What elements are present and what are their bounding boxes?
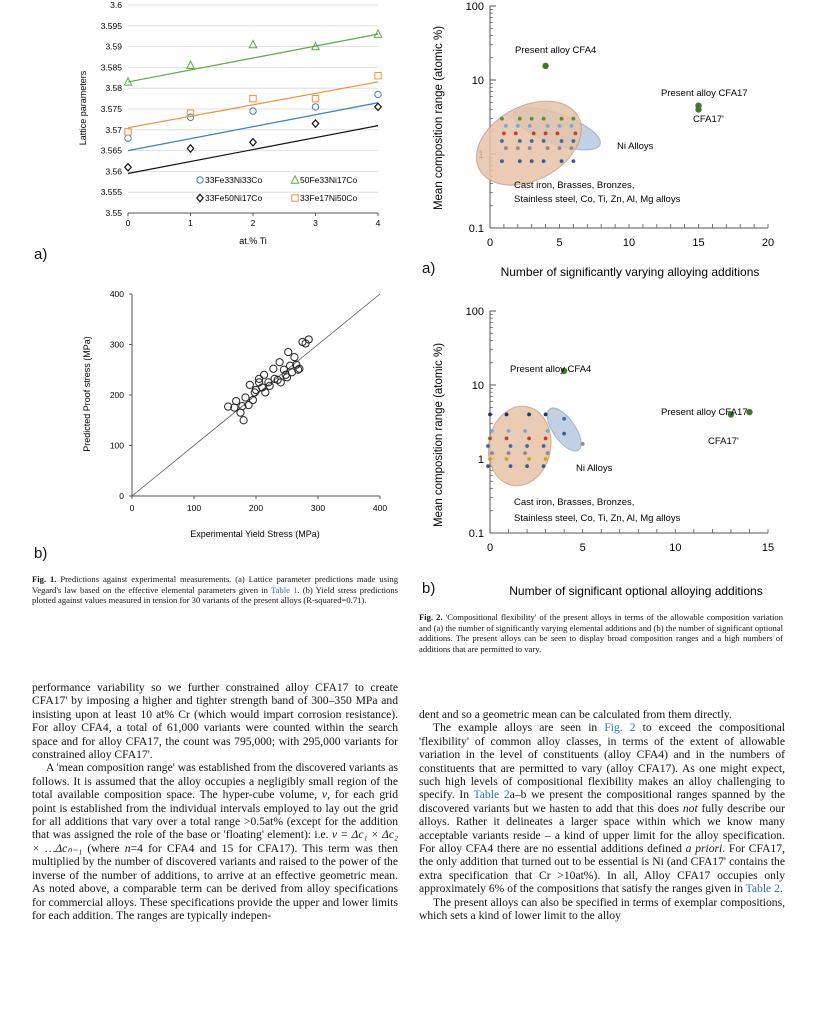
fig2a-ni-label: Ni Alloys — [617, 141, 654, 152]
right-paragraph-1: dent and so a geometric mean can be calculated from them directly. — [419, 708, 732, 721]
fig1a-point-33Fe50Ni17Co — [375, 103, 381, 110]
fig1-caption-text2: . (b) Yield stress predictions plotted against values measured in tension for 30 variants of the present alloys (R-squared=0.71). — [32, 584, 398, 606]
fig1a-panel-label: a) — [34, 246, 48, 263]
fig1b-point — [246, 381, 253, 388]
fig1-caption-lead: Fig. 1. — [32, 574, 57, 584]
fig1b-ytick-label: 300 — [109, 339, 124, 350]
fig1-caption-text1: Predictions against experimental measurements. (a) Lattice parameter predictions made using Vegard's law based on the effective elemental parameters given in — [32, 574, 398, 595]
fig2a-commercial-alloy-point — [570, 146, 574, 150]
fig1b-point — [240, 417, 247, 424]
fig1b-point — [260, 371, 267, 378]
fig2a-commercial-alloy-point — [502, 131, 506, 135]
fig1b-xtick-label: 300 — [310, 503, 326, 513]
fig2a-stainless-label: Stainless steel, Co, Ti, Zn, Al, Mg alloys — [514, 194, 681, 205]
fig1b-ytick-label: 0 — [119, 491, 124, 501]
left-paragraph-1: performance variability so we further constrained alloy CFA17 to create CFA17' by imposing a higher and tighter strength band of 300–350 MPa and insisting upon at least 10 at% Cr (which would impart corrosion resistance). For alloy CFA4, a total of 61,000 variants were counted within the search space and for alloy CFA17, the count was 795,000; with 295,000 variants for constrained alloy CFA17'. — [32, 681, 398, 762]
fig2a-commercial-alloy-point — [556, 131, 560, 135]
fig1b-ylabel: Predicted Proof stress (MPa) — [82, 336, 92, 452]
fig2a-commercial-alloy-point — [572, 117, 576, 121]
table2-link[interactable]: Table 2 — [473, 788, 510, 802]
fig2a-commercial-alloy-point — [542, 159, 546, 163]
fig2b-commercial-alloy-point — [546, 429, 550, 433]
fig2a-commercial-alloy-point — [574, 131, 578, 135]
fig2a-commercial-alloy-point — [530, 159, 534, 163]
fig1a-point-33Fe50Ni17Co — [125, 164, 131, 171]
fig2b-ytick-label: 1 — [477, 454, 484, 466]
fig2a-commercial-alloy-point — [546, 146, 550, 150]
fig2a-commercial-alloy-point — [500, 139, 504, 143]
fig2b-commercial-alloy-point — [505, 436, 509, 440]
left-paragraph-2: A 'mean composition range' was established from the discovered variants as follows. It is assumed that the alloy occupies a negligibly small region of the total available composition space. The hyper-cube volume, v, for each grid point is established from the individual intervals employed to lay out the grid for all additions that vary over a total range >0.5at% (except for the addition that was assigned the role of the base or 'floating' element): i.e. v = Δc₁ × Δc₂ × …Δcₙ₋₁ (where n=4 for CFA4 and 15 for CFA17). This term was then multiplied by the number of discovered variants and raised to the power of the inverse of the number of additions, to arrive at an effective geometric mean. As noted above, a comparable term can be derived from alloy specifications for commercial alloys. These specifications provide the upper and lower limits for each addition. The ranges are typically indepen- — [32, 761, 398, 922]
fig1b-xlabel: Experimental Yield Stress (MPa) — [190, 529, 320, 539]
fig1a-ytick-label: 3.55 — [105, 208, 122, 218]
fig1b-xtick-label: 200 — [248, 503, 264, 513]
fig2a-xlabel: Number of significantly varying alloying additions — [500, 265, 760, 279]
fig2b-commercial-alloy-point — [527, 436, 531, 440]
fig1b-point — [270, 365, 277, 372]
fig2a-commercial-alloy-point — [518, 139, 522, 143]
fig2b-commercial-alloy-point — [509, 444, 513, 448]
fig1a-xtick-label: 1 — [188, 218, 193, 228]
fig2a-xtick-label: 15 — [692, 237, 705, 249]
fig1a-ytick-label: 3.59 — [105, 41, 122, 52]
fig2a-xtick-label: 20 — [761, 237, 775, 249]
fig1a-ytick-label: 3.56 — [105, 166, 122, 177]
fig1a-ytick-label: 3.555 — [100, 187, 122, 198]
fig1b-panel-label: b) — [34, 545, 48, 562]
table2-link-2[interactable]: Table 2 — [745, 882, 780, 896]
fig2b-panel-label: b) — [422, 580, 436, 597]
fig1a-ytick-label: 3.595 — [100, 20, 122, 31]
fig1b-ytick-label: 400 — [109, 289, 124, 299]
fig2b-commercial-alloy-point — [581, 442, 585, 446]
fig2a-castiron-label: Cast iron, Brasses, Bronzes, — [514, 180, 635, 191]
fig2b-commercial-alloy-point — [486, 444, 490, 448]
fig2b-ytick-label: 0.1 — [468, 528, 484, 540]
fig1a-ylabel: Lattice parameters — [78, 70, 88, 146]
fig2b-commercial-alloy-point — [488, 413, 492, 417]
fig2b-xtick-label: 15 — [761, 542, 775, 554]
fig1a-chart — [60, 0, 400, 250]
fig1a-point-33Fe50Ni17Co — [250, 139, 256, 146]
fig2b-commercial-alloy-point — [542, 464, 546, 468]
fig2b-commercial-alloy-point — [505, 413, 509, 417]
fig2a-commercial-alloy-point — [542, 139, 546, 143]
fig1a-point-33Fe33Ni33Co — [125, 135, 131, 141]
fig2a-commercial-alloy-point — [532, 131, 536, 135]
fig1b-xtick-label: 0 — [129, 503, 135, 513]
fig2a-commercial-alloy-point — [514, 131, 518, 135]
fig2b-commercial-alloy-point — [527, 413, 531, 417]
fig1a-trendline-33Fe17Ni50Co — [128, 82, 378, 128]
fig1b-point — [276, 359, 283, 366]
fig2b-commercial-alloy-point — [527, 457, 531, 461]
legend-33Fe50Ni17Co: 33Fe50Ni17Co — [205, 193, 263, 203]
fig2a-commercial-alloy-point — [500, 159, 504, 163]
fig2b-commercial-alloy-point — [546, 451, 550, 455]
fig2b-xtick-label: 5 — [579, 542, 586, 554]
fig2a-point-CFA17' — [695, 106, 701, 112]
fig2a-cfa17-label: Present alloy CFA17 — [661, 88, 748, 99]
fig2a-xtick-label: 0 — [486, 237, 494, 249]
fig1a-point-33Fe17Ni50Co — [250, 95, 256, 101]
fig2a-commercial-alloy-point — [528, 124, 532, 128]
fig2b-commercial-alloy-point — [490, 429, 494, 433]
right-paragraph-3: The present alloys can also be specified in terms of exemplar compositions, which sets a kind of lower limit to the alloy — [419, 895, 785, 923]
fig2a-commercial-alloy-point — [560, 139, 564, 143]
fig1a-point-33Fe17Ni50Co — [375, 73, 381, 79]
fig2b-xtick-label: 10 — [669, 542, 682, 554]
fig1a-ytick-label: 3.58 — [105, 83, 122, 94]
fig2a-point-Present alloy CFA4 — [542, 63, 548, 69]
left-column-text — [32, 681, 398, 922]
fig2a-commercial-alloy-point — [570, 124, 574, 128]
fig1b-point — [233, 397, 240, 404]
fig2a-commercial-alloy-point — [558, 146, 562, 150]
fig2b-commercial-alloy-point — [490, 451, 494, 455]
fig2b-xtick-label: 0 — [486, 542, 494, 554]
fig2b-commercial-alloy-point — [542, 444, 546, 448]
fig2b-commercial-alloy-point — [486, 464, 490, 468]
right-paragraph-2: The example alloys are seen in Fig. 2 to exceed the compositional 'flexibility' of common alloy classes, in terms of the extent of allowable variation in the level of constituents (alloy CFA4) and in the numbers of constituents that are permitted to vary (alloy CFA17). As one might expect, such high levels of compositional flexibility makes an alloy challenging to specify. In Table 2a–b we present the compositional ranges spanned by the discovered variants but we hasten to add that this does not fully describe our alloys. Rather it delineates a larger space within which we know many acceptable variants reside – a kind of upper limit for the alloy specification. For alloy CFA4 there are no essential additions defined a priori. For CFA17, the only addition that turned out to be essential is Ni (and CFA17' contains the extra specification that Cr >10at%). In all, Alloy CFA17 occupies only approximately 6% of the compositions that satisfy the ranges given in Table 2. — [419, 721, 785, 896]
fig2b-commercial-alloy-point — [509, 464, 513, 468]
fig2a-ytick-label: 0.1 — [468, 223, 484, 235]
fig2a-chart — [418, 0, 828, 285]
fig1a-point-33Fe50Ni17Co — [312, 120, 318, 127]
fig2a-xtick-label: 10 — [622, 237, 636, 249]
fig1b-point — [242, 394, 249, 401]
fig1a-point-33Fe33Ni33Co — [375, 91, 381, 97]
fig1a-ytick-label: 3.575 — [100, 104, 122, 114]
fig2b-ylabel: Mean composition range (atomic %) — [433, 342, 445, 528]
fig1a-ytick-label: 3.57 — [105, 124, 122, 135]
fig2a-ytick-label: 10 — [471, 75, 484, 87]
fig1b-point — [285, 348, 292, 355]
fig2a-commercial-alloy-point — [530, 139, 534, 143]
fig2b-commercial-alloy-point — [544, 457, 548, 461]
fig2a-commercial-alloy-point — [530, 117, 534, 121]
fig2a-commercial-alloy-point — [560, 159, 564, 163]
fig2-link[interactable]: Fig. 2 — [604, 721, 636, 735]
fig2b-commercial-alloy-point — [544, 436, 548, 440]
fig2a-commercial-alloy-point — [504, 146, 508, 150]
fig1a-trendline-33Fe50Ni17Co — [128, 126, 378, 174]
fig2a-panel-label: a) — [422, 260, 436, 277]
fig1b-point — [291, 354, 298, 361]
fig2b-commercial-alloy-point — [488, 436, 492, 440]
fig2a-commercial-alloy-point — [528, 146, 532, 150]
fig2b-stainless-label: Stainless steel, Co, Ti, Zn, Al, Mg alloys — [514, 513, 681, 524]
fig1a-xtick-label: 2 — [250, 218, 256, 228]
fig1b-xtick-label: 400 — [372, 503, 388, 513]
fig1a-ytick-label: 3.585 — [100, 62, 122, 73]
fig1a-ytick-label: 3.565 — [100, 145, 122, 156]
fig1a-legend-marker-50Fe33Ni17Co — [291, 176, 298, 183]
fig1b-ytick-label: 100 — [109, 440, 124, 451]
fig2b-commercial-alloy-point — [505, 457, 509, 461]
fig1a-point-33Fe33Ni33Co — [187, 114, 193, 120]
fig2b-commercial-alloy-point — [525, 444, 529, 448]
fig1a-ytick-label: 3.6 — [110, 0, 122, 10]
fig2b-cfa17-label: Present alloy CFA17 — [661, 407, 748, 418]
fig2b-commercial-alloy-point — [562, 417, 566, 421]
fig1a-point-33Fe50Ni17Co — [187, 145, 193, 152]
fig2b-ni-label: Ni Alloys — [576, 463, 613, 474]
fig1a-legend-marker-33Fe33Ni33Co — [197, 177, 203, 183]
fig1a-xlabel: at.% Ti — [239, 236, 267, 246]
right-column-text — [419, 708, 785, 923]
fig2b-commercial-alloy-point — [525, 464, 529, 468]
fig2b-xlabel: Number of significant optional alloying additions — [509, 584, 763, 598]
fig1a-xtick-label: 4 — [375, 218, 381, 228]
fig1b-identity-line — [132, 294, 380, 496]
legend-33Fe17Ni50Co: 33Fe17Ni50Co — [300, 193, 358, 203]
fig2b-castiron-label: Cast iron, Brasses, Bronzes, — [514, 497, 635, 508]
fig1a-legend-marker-33Fe50Ni17Co — [197, 194, 203, 201]
fig2b-cfa4-label: Present alloy CFA4 — [510, 364, 592, 375]
fig2b-ytick-label: 10 — [471, 380, 484, 392]
legend-50Fe33Ni17Co: 50Fe33Ni17Co — [300, 175, 358, 185]
fig2b-commercial-alloy-point — [488, 457, 492, 461]
fig2a-commercial-alloy-point — [518, 117, 522, 121]
fig1b-xtick-label: 100 — [186, 503, 202, 513]
fig2-caption-text1: 'Compositional flexibility' of the present alloys in terms of the allowable composition variation and (a) the number of significantly varying elemental additions and (b) the number of significant optional additions. The present alloys can be seen to display broad composition ranges and a high numbers of additions that are permitted to vary. — [419, 612, 783, 654]
fig2b-commercial-alloy-point — [507, 451, 511, 455]
fig2a-commercial-alloy-point — [572, 159, 576, 163]
fig2b-commercial-alloy-point — [562, 432, 566, 436]
fig2b-commercial-alloy-point — [507, 429, 511, 433]
legend-33Fe33Ni33Co: 33Fe33Ni33Co — [205, 175, 263, 185]
fig1a-point-50Fe33Ni17Co — [374, 30, 381, 37]
fig2-caption — [419, 612, 783, 654]
fig2a-ylabel: Mean composition range (atomic %) — [433, 25, 445, 211]
fig2b-chart — [418, 305, 828, 605]
fig1b-chart — [60, 282, 400, 544]
fig2a-commercial-alloy-point — [516, 146, 520, 150]
fig2a-cfa4-label: Present alloy CFA4 — [515, 45, 597, 56]
fig1a-point-33Fe17Ni50Co — [312, 95, 318, 101]
fig2a-commercial-alloy-point — [518, 159, 522, 163]
fig2a-commercial-alloy-point — [546, 124, 550, 128]
fig2b-commercial-alloy-point — [523, 451, 527, 455]
fig2a-ytick-label: 100 — [465, 1, 484, 13]
fig2a-commercial-alloy-point — [558, 124, 562, 128]
fig2a-commercial-alloy-point — [572, 139, 576, 143]
fig2a-commercial-alloy-point — [516, 124, 520, 128]
fig1-caption — [32, 574, 398, 606]
fig2a-commercial-alloy-point — [542, 117, 546, 121]
fig2a-commercial-alloy-point — [500, 117, 504, 121]
fig2b-cfa17p-label: CFA17' — [708, 436, 739, 447]
fig1a-legend-marker-33Fe17Ni50Co — [292, 195, 298, 201]
fig1b-ytick-label: 200 — [109, 390, 124, 400]
fig2a-xtick-label: 5 — [556, 237, 563, 249]
fig2a-commercial-alloy-point — [504, 124, 508, 128]
fig2b-commercial-alloy-point — [523, 429, 527, 433]
fig2a-commercial-alloy-point — [544, 131, 548, 135]
table1-link[interactable]: Table 1 — [270, 584, 298, 595]
fig1a-xtick-label: 3 — [313, 218, 318, 228]
fig1a-trendline-33Fe33Ni33Co — [128, 103, 378, 151]
fig2b-commercial-alloy-point — [544, 413, 548, 417]
fig2b-ytick-label: 100 — [465, 306, 484, 318]
fig1a-xtick-label: 0 — [125, 218, 131, 228]
fig2a-cfa17p-label: CFA17' — [693, 114, 724, 125]
fig2a-commercial-alloy-point — [560, 117, 564, 121]
fig2-caption-lead: Fig. 2. — [419, 612, 443, 622]
